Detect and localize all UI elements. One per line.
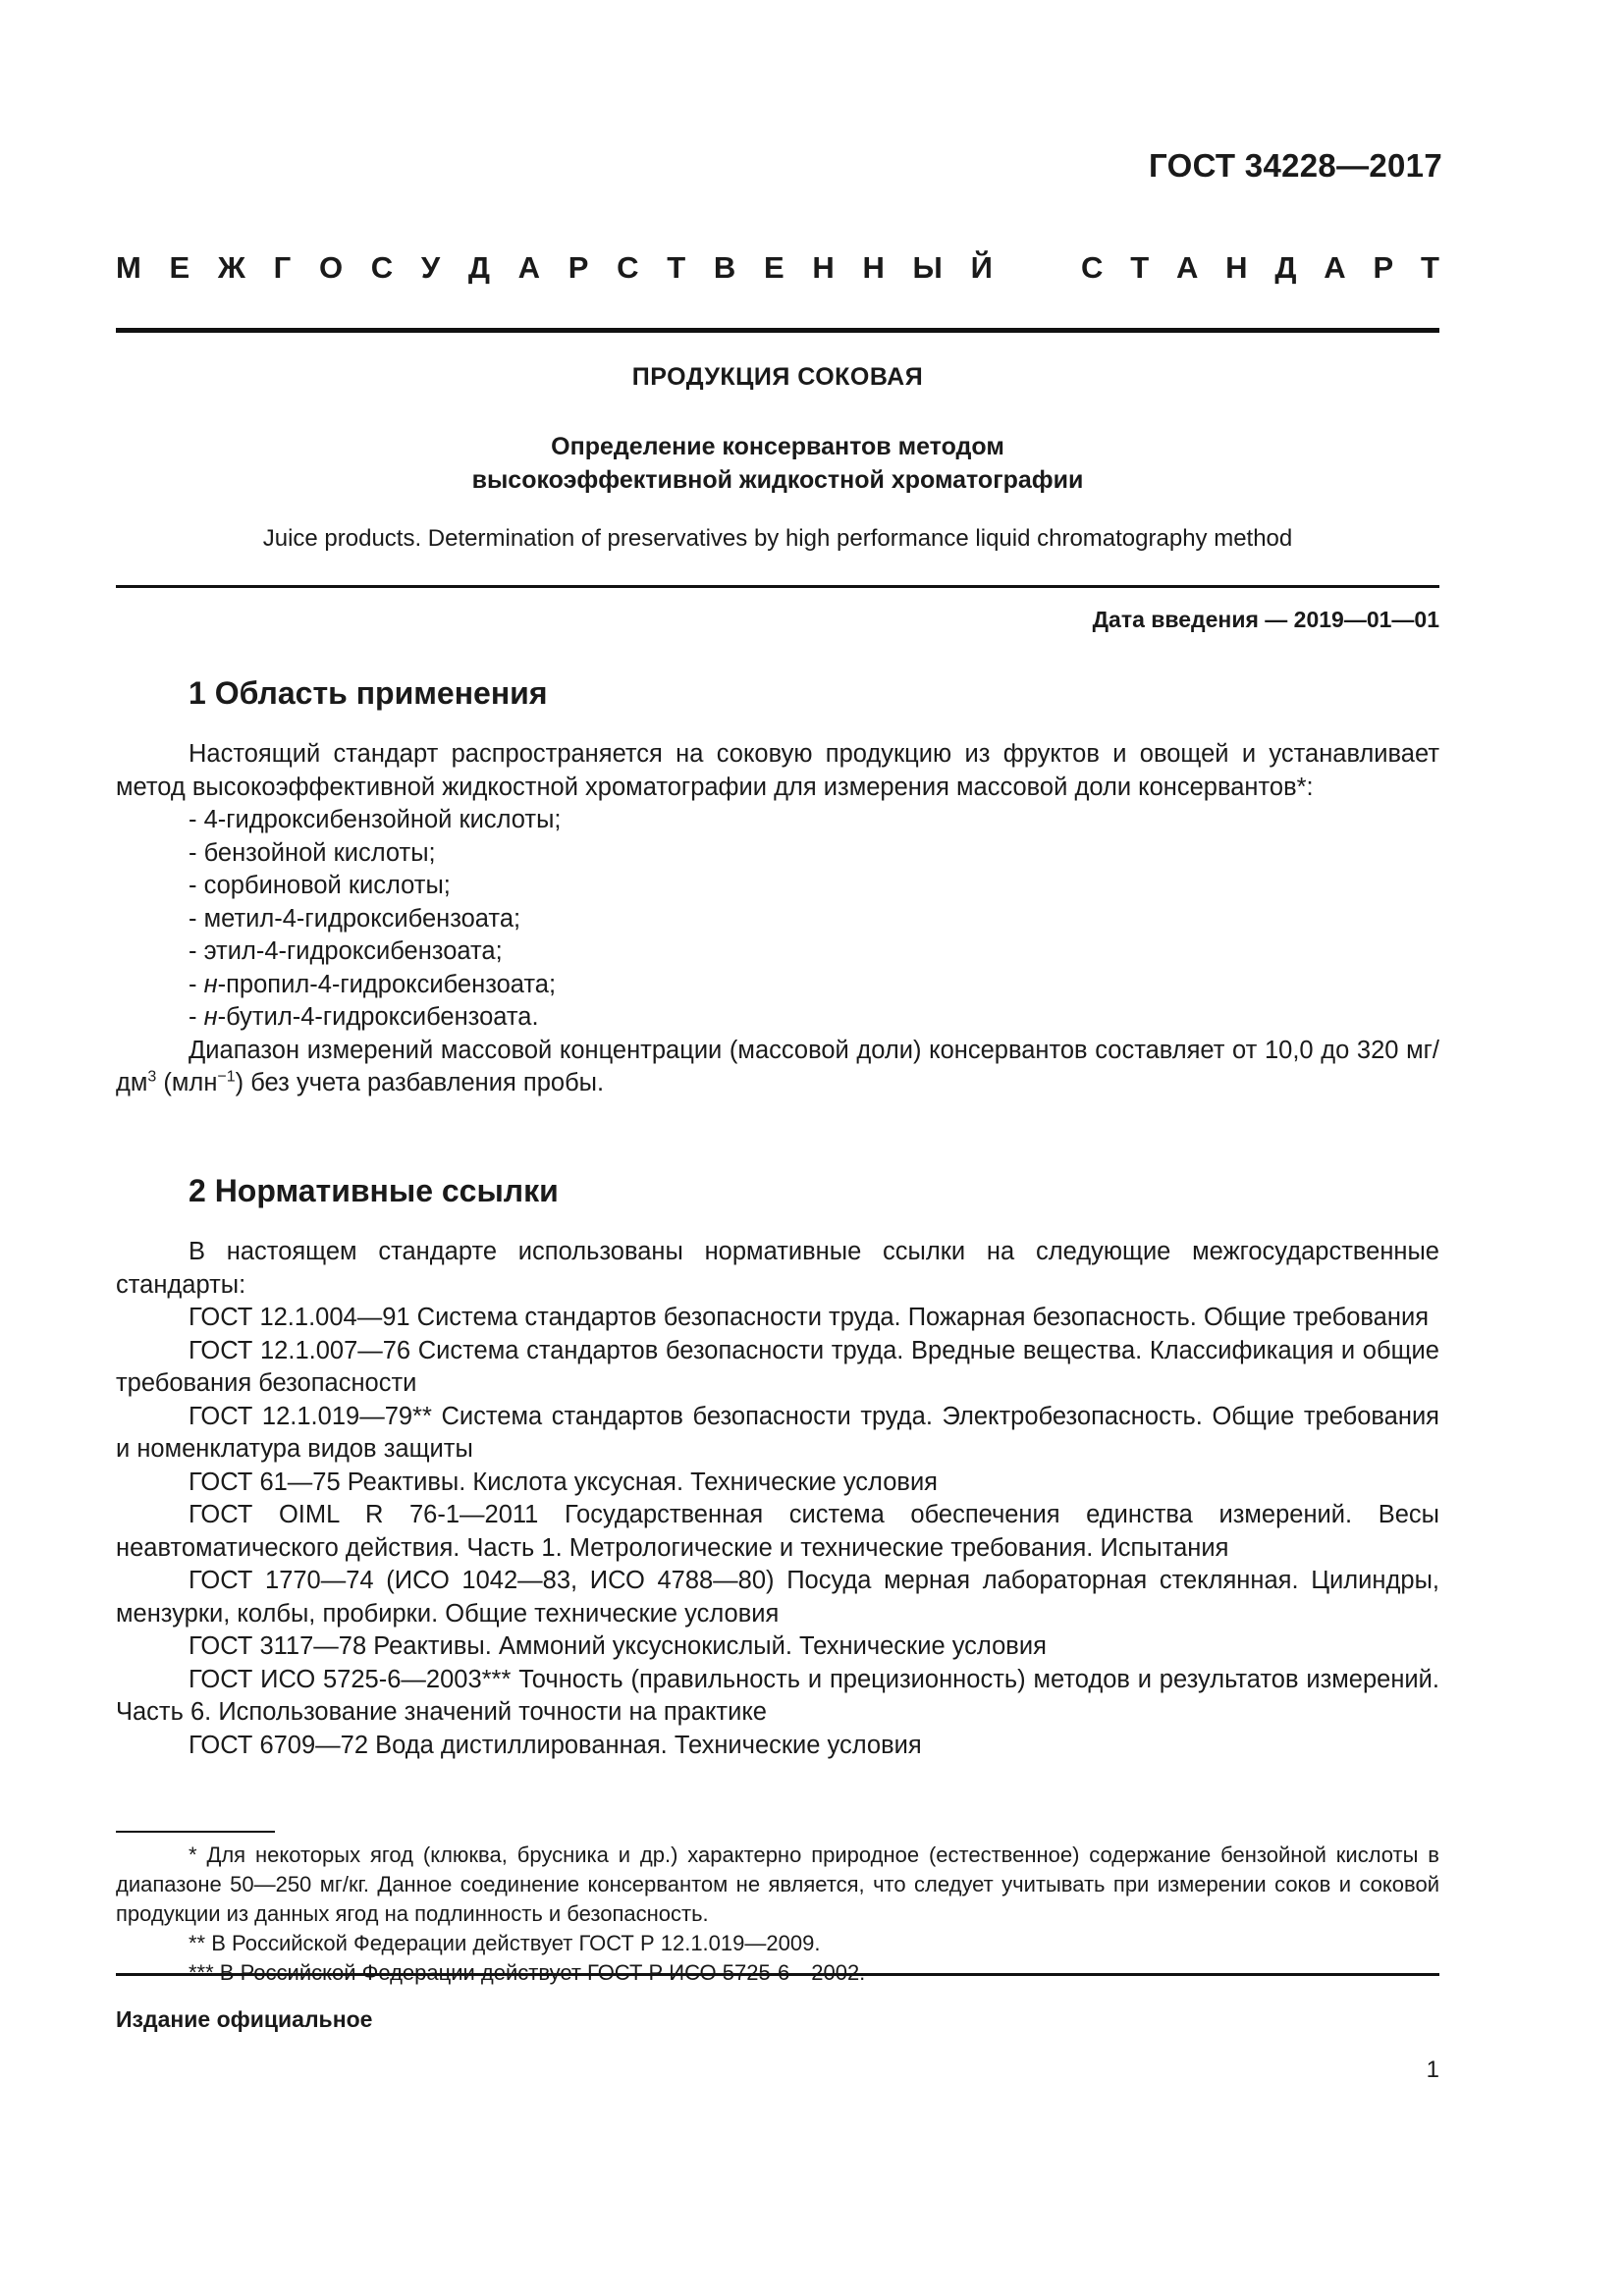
product-title: ПРОДУКЦИЯ СОКОВАЯ [631, 363, 924, 391]
section-2-body [116, 1236, 1439, 1762]
banner-letter: Н [862, 250, 885, 285]
banner-letter: Р [568, 250, 589, 285]
banner-letter: А [517, 250, 541, 285]
header-divider [116, 328, 1439, 333]
banner-letter: Н [1225, 250, 1248, 285]
banner-letter: Ы [912, 250, 943, 285]
normative-reference: ГОСТ 12.1.019—79** Система стандартов безопасности труда. Электробезопасность. Общие требования и номенклатура видов защиты [116, 1402, 1439, 1463]
subtitle-line-1: Определение консервантов методом [551, 433, 1004, 460]
banner-letter: В [713, 250, 736, 285]
banner-letter: Ж [217, 250, 245, 285]
interstate-standard-banner [116, 250, 1439, 286]
banner-letter: А [1324, 250, 1346, 285]
english-title: Juice products. Determination of preservatives by high performance liquid chromatography method [262, 525, 1293, 552]
banner-letter: Т [667, 250, 686, 285]
banner-letter: У [420, 250, 441, 285]
introduction-date: Дата введения — 2019—01—01 [1092, 607, 1439, 632]
list-item: - 4-гидроксибензойной кислоты; [189, 806, 562, 833]
normative-reference: ГОСТ OIML R 76-1—2011 Государственная система обеспечения единства измерений. Весы неавтоматического действия. Часть 1. Метрологические и технические требования. Испытания [116, 1501, 1439, 1562]
banner-letter: Г [273, 250, 292, 285]
banner-letter: М [116, 250, 141, 285]
document-subtitle [116, 430, 1439, 497]
footer-divider [116, 1973, 1439, 1976]
section-1-heading: 1 Область применения [189, 675, 548, 711]
list-item: - этил-4-гидроксибензоата; [189, 937, 503, 965]
footnotes [116, 1841, 1439, 1988]
subtitle-line-2: высокоэффективной жидкостной хроматографии [471, 466, 1084, 494]
banner-letter: Е [763, 250, 784, 285]
banner-word-interstate [116, 250, 993, 286]
banner-letter: Т [1420, 250, 1439, 285]
banner-letter: О [318, 250, 344, 285]
banner-letter: Р [1373, 250, 1394, 285]
footnote: * Для некоторых ягод (клюква, брусника и др.) характерно природное (естественное) содержание бензойной кислоты в диапазоне 50—250 мг/кг. Данное соединение консервантом не является, что следует учитывать при измерении соков и соковой продукции из данных ягод на подлинность и безопасность. [116, 1842, 1439, 1926]
normative-reference: ГОСТ 6709—72 Вода дистиллированная. Технические условия [189, 1731, 922, 1759]
normative-reference: ГОСТ 1770—74 (ИСО 1042—83, ИСО 4788—80) Посуда мерная лабораторная стеклянная. Цилиндры, мензурки, колбы, пробирки. Общие технические условия [116, 1567, 1439, 1628]
measurement-range: Диапазон измерений массовой концентрации (массовой доли) консервантов составляет от 10,0 до 320 $мг/дм^3$ (млн$^{-1}$) без учета разбавления пробы. [116, 1036, 1439, 1096]
normative-reference: ГОСТ 61—75 Реактивы. Кислота уксусная. Технические условия [189, 1468, 938, 1496]
title-divider [116, 585, 1439, 588]
list-item: - бензойной кислоты; [189, 838, 436, 867]
gost-number: ГОСТ 34228—2017 [1149, 147, 1442, 184]
banner-letter: Й [970, 250, 993, 285]
section-1-body [116, 738, 1439, 1100]
list-item: - сорбиновой кислоты; [189, 872, 451, 899]
normative-reference: ГОСТ ИСО 5725-6—2003*** Точность (правильность и прецизионность) методов и результатов измерений. Часть 6. Использование значений точности на практике [116, 1665, 1439, 1726]
banner-letter: Д [467, 250, 490, 285]
footnote-divider [116, 1831, 275, 1833]
banner-letter: Т [1130, 250, 1150, 285]
banner-letter: А [1175, 250, 1199, 285]
official-edition-label: Издание официальное [116, 2006, 373, 2032]
preservatives-list [116, 804, 1439, 1035]
banner-letter: С [370, 250, 394, 285]
footnote: ** В Российской Федерации действует ГОСТ Р 12.1.019—2009. [189, 1931, 821, 1955]
banner-word-standard [1081, 250, 1439, 286]
banner-letter: Н [812, 250, 835, 285]
banner-letter: С [617, 250, 639, 285]
page-number: 1 [1426, 2056, 1439, 2083]
section-1-intro: Настоящий стандарт распространяется на соковую продукцию из фруктов и овощей и устанавливает метод высокоэффективной жидкостной хроматографии для измерения массовой доли консервантов*: [116, 740, 1439, 801]
section-2-intro: В настоящем стандарте использованы нормативные ссылки на следующие межгосударственные стандарты: [116, 1238, 1439, 1299]
normative-reference: ГОСТ 3117—78 Реактивы. Аммоний уксуснокислый. Технические условия [189, 1632, 1047, 1660]
list-item: - н-бутил-4-гидроксибензоата. [189, 1003, 539, 1031]
list-item: - н-пропил-4-гидроксибензоата; [189, 970, 557, 998]
section-2-heading: 2 Нормативные ссылки [189, 1173, 559, 1208]
normative-reference: ГОСТ 12.1.007—76 Система стандартов безопасности труда. Вредные вещества. Классификация и общие требования безопасности [116, 1336, 1439, 1397]
banner-letter: Е [169, 250, 190, 285]
banner-letter: Д [1274, 250, 1297, 285]
list-item: - метил-4-гидроксибензоата; [189, 904, 521, 933]
banner-letter: С [1081, 250, 1104, 285]
normative-reference: ГОСТ 12.1.004—91 Система стандартов безопасности труда. Пожарная безопасность. Общие требования [189, 1304, 1429, 1331]
